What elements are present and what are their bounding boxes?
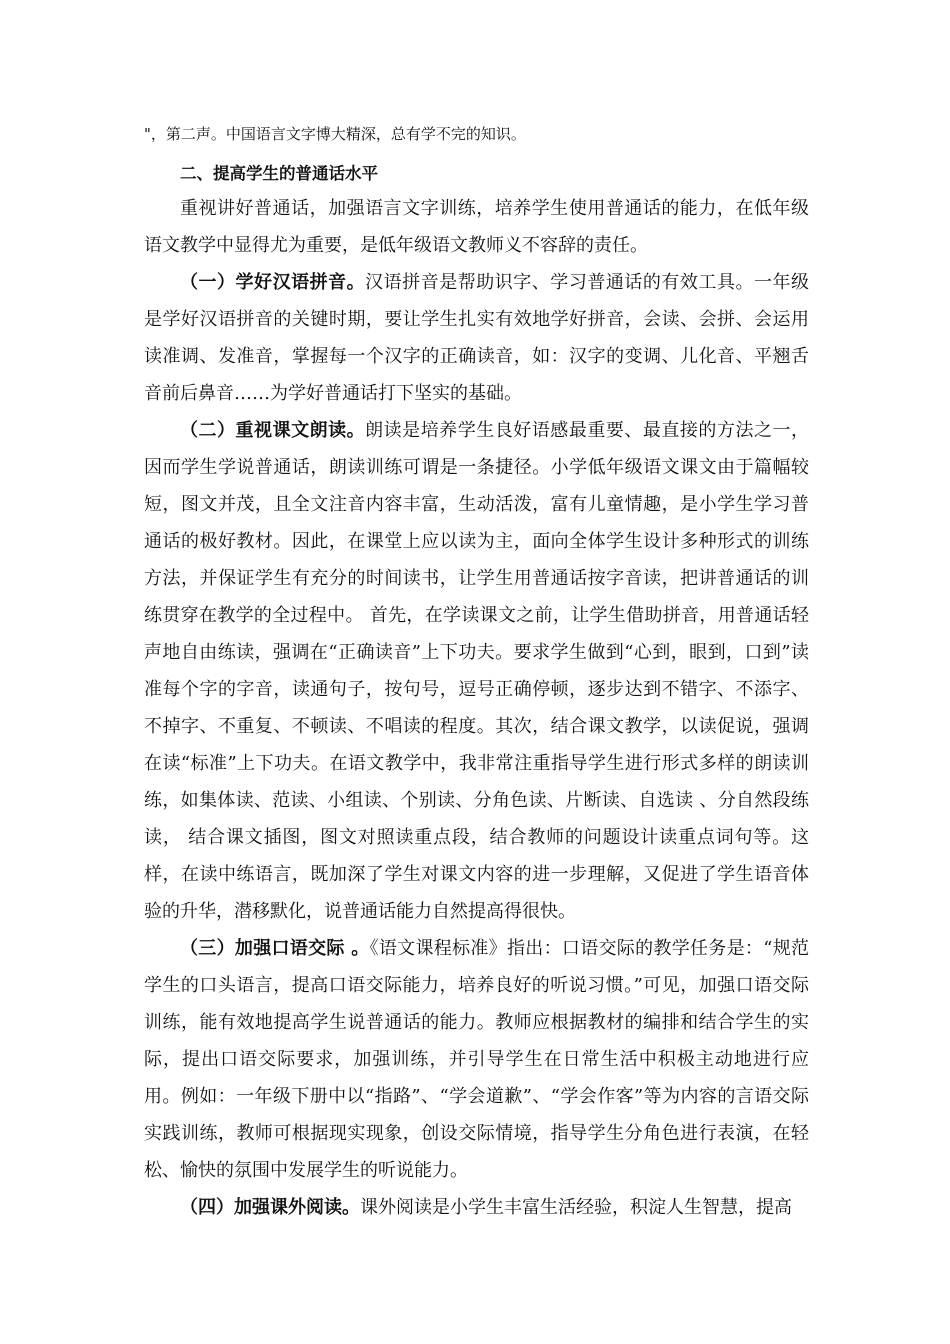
body-text xyxy=(144,190,809,1226)
paragraph-title: （三）加强口语交际 。 xyxy=(180,938,370,959)
continued-text: "，第二声。中国语言文字博大精深，总有学不完的知识。 xyxy=(144,125,526,143)
paragraph-title: （四）加强课外阅读。 xyxy=(180,1197,360,1218)
paragraph-body: 课外阅读是小学生丰富生活经验，积淀人生智慧，提高 xyxy=(360,1197,792,1218)
paragraph-pinyin xyxy=(144,264,809,412)
continued-text-line xyxy=(144,124,809,144)
paragraph-body: 朗读是培养学生良好语感最重要、最直接的方法之一，因而学生学说普通话，朗读训练可谓是一条捷径。小学低年级语文课文由于篇幅较短，图文并茂，且全文注音内容丰富，生动活泼，富有儿童情趣，是小学生学习普通话的极好教材。因此，在课堂上应以读为主，面向全体学生设计多种形式的训练方法，并保证学生有充分的时间读书，让学生用普通话按字音读，把讲普通话的训练贯穿在教学的全过程中。 首先，在学读课文之前，让学生借助拼音，用普通话轻声地自由练读，强调在“正确读音”上下功夫。要求学生做到“心到，眼到，口到”读准每个字的字音，读通句子，按句号，逗号正确停顿，逐步达到不错字、不添字、不掉字、不重复、不顿读、不唱读的程度。其次，结合课文教学，以读促说，强调在读“标准”上下功夫。在语文教学中，我非常注重指导学生进行形式多样的朗读训练，如集体读、范读、小组读、个别读、分角色读、片断读、自选读 、分自然段练读， 结合课文插图，图文对照读重点段，结合教师的问题设计读重点词句等。这样，在读中练语言，既加深了学生对课文内容的进一步理解，又促进了学生语音体验的升华，潜移默化，说普通话能力自然提高得很快。 xyxy=(144,420,810,922)
paragraph-oral-communication xyxy=(144,930,809,1189)
paragraph-body: 汉语拼音是帮助识字、学习普通话的有效工具。一年级是学好汉语拼音的关键时期，要让学生扎实有效地学好拼音，会读、会拼、会运用读准调、发准音，掌握每一个汉字的正确读音，如：汉字的变调、儿化音、平翘舌音前后鼻音……为学好普通话打下坚实的基础。 xyxy=(144,272,810,404)
section-heading: 二、提高学生的普通话水平 xyxy=(180,164,378,183)
paragraph-title: （一）学好汉语拼音。 xyxy=(180,272,366,293)
paragraph-extracurricular-reading xyxy=(144,1189,809,1226)
paragraph-body: 《语文课程标准》指出：口语交际的教学任务是：“规范学生的口头语言，提高口语交际能力，培养良好的听说习惯。”可见，加强口语交际训练，能有效地提高学生说普通话的能力。教师应根据教材的编排和结合学生的实际，提出口语交际要求，加强训练，并引导学生在日常生活中积极主动地进行应用。例如：一年级下册中以“指路”、“学会道歉”、“学会作客”等为内容的言语交际实践训练，教师可根据现实现象，创设交际情境，指导学生分角色进行表演，在轻松、愉快的氛围中发展学生的听说能力。 xyxy=(144,938,809,1181)
intro-paragraph: 重视讲好普通话，加强语言文字训练，培养学生使用普通话的能力，在低年级语文教学中显得尤为重要，是低年级语文教师义不容辞的责任。 xyxy=(144,198,809,256)
paragraph-title: （二）重视课文朗读。 xyxy=(180,420,366,441)
paragraph-reading xyxy=(144,412,809,930)
